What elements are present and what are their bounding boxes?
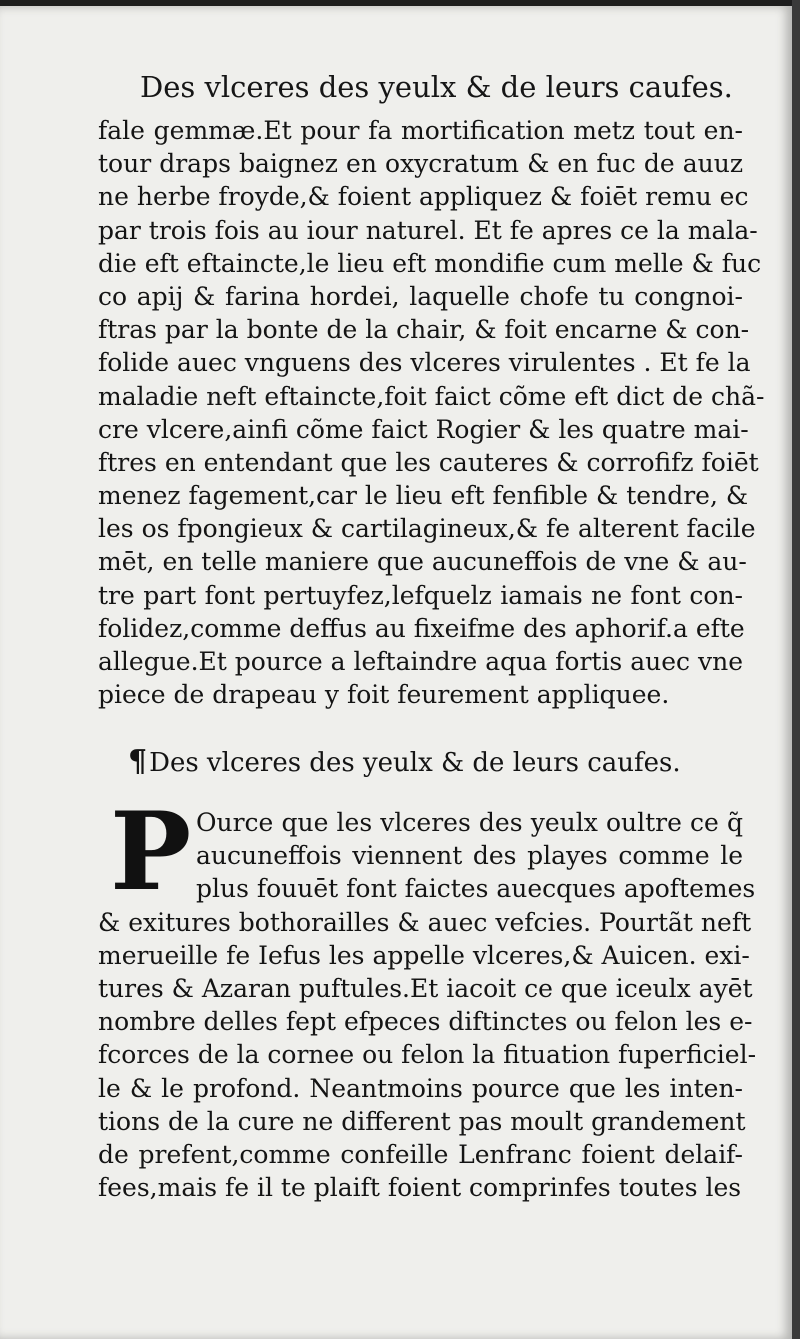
section-2-text [98, 789, 757, 1204]
text-line: Ource que les vlceres des yeulx oultre ce q̃ [196, 808, 743, 837]
text-line: de prefent,comme confeille Lenfranc foient delaif- [98, 1139, 743, 1169]
text-line: tures & Azaran puftules.Et iacoit ce que iceulx ayēt [98, 973, 753, 1003]
text-line: die eft eftaincte,le lieu eft mondifie cum melle & fuc [98, 248, 762, 278]
text-line: fees,mais fe il te plaift foient comprinfes toutes les [98, 1173, 742, 1203]
text-line: piece de drapeau y foit feurement appliquee. [98, 680, 670, 710]
text-line: le & le profond. Neantmoins pource que les inten- [98, 1073, 743, 1103]
text-line: nombre delles fept efpeces diftinctes ou felon les e- [98, 1007, 753, 1037]
text-line: plus fouuēt font faictes auecques apoftemes [196, 874, 756, 904]
drop-cap: P [110, 789, 192, 915]
text-line: & exitures bothorailles & auec vefcies. Pourtãt neft [98, 907, 752, 937]
text-line: menez fagement,car le lieu eft fenfible & tendre, & [98, 481, 749, 511]
running-head: Des vlceres des yeulx & de leurs caufes. [140, 70, 733, 104]
text-line: aucuneffois viennent des playes comme le [196, 841, 743, 871]
text-line: fcorces de la cornee ou felon la fituation fuperficiel- [98, 1040, 757, 1070]
chapter-heading [128, 744, 728, 779]
section-1-text [98, 114, 765, 711]
text-line: allegue.Et pource a leftaindre aqua fortis auec vne [98, 647, 743, 676]
text-line: folidez,comme deffus au fixeifme des aphorif.a efte [98, 613, 745, 643]
text-line: folide auec vnguens des vlceres virulentes . Et fe la [98, 348, 751, 378]
text-line: tions de la cure ne different pas moult grandement [98, 1106, 746, 1136]
book-page [0, 6, 792, 1339]
scan-right-edge [792, 0, 800, 1339]
text-line: les os fpongieux & cartilagineux,& fe alterent facile [98, 514, 756, 544]
text-line: fale gemmæ.Et pour fa mortification metz tout en- [98, 116, 743, 145]
text-line: ftres en entendant que les cauteres & corrofifz foiēt [98, 447, 759, 477]
text-line: cre vlcere,ainfi cõme faict Rogier & les quatre mai- [98, 414, 749, 444]
text-line: merueille fe Iefus les appelle vlceres,& Auicen. exi- [98, 940, 750, 970]
text-line: par trois fois au iour naturel. Et fe apres ce la mala- [98, 215, 758, 245]
text-line: tour draps baignez en oxycratum & en fuc de auuz [98, 149, 743, 179]
text-line: ne herbe froyde,& foient appliquez & foiēt remu ec [98, 182, 749, 212]
text-line: co apij & farina hordei, laquelle chofe tu congnoi- [98, 281, 743, 311]
chapter-heading-text: Des vlceres des yeulx & de leurs caufes. [149, 748, 681, 778]
text-line: mēt, en telle maniere que aucuneffois de vne & au- [98, 547, 747, 577]
text-line: maladie neft eftaincte,foit faict cõme eft dict de chã- [98, 381, 765, 411]
text-line: ftras par la bonte de la chair, & foit encarne & con- [98, 315, 750, 345]
pilcrow-mark: ¶ [128, 744, 148, 779]
text-line: tre part font pertuyfez,lefquelz iamais ne font con- [98, 580, 743, 610]
